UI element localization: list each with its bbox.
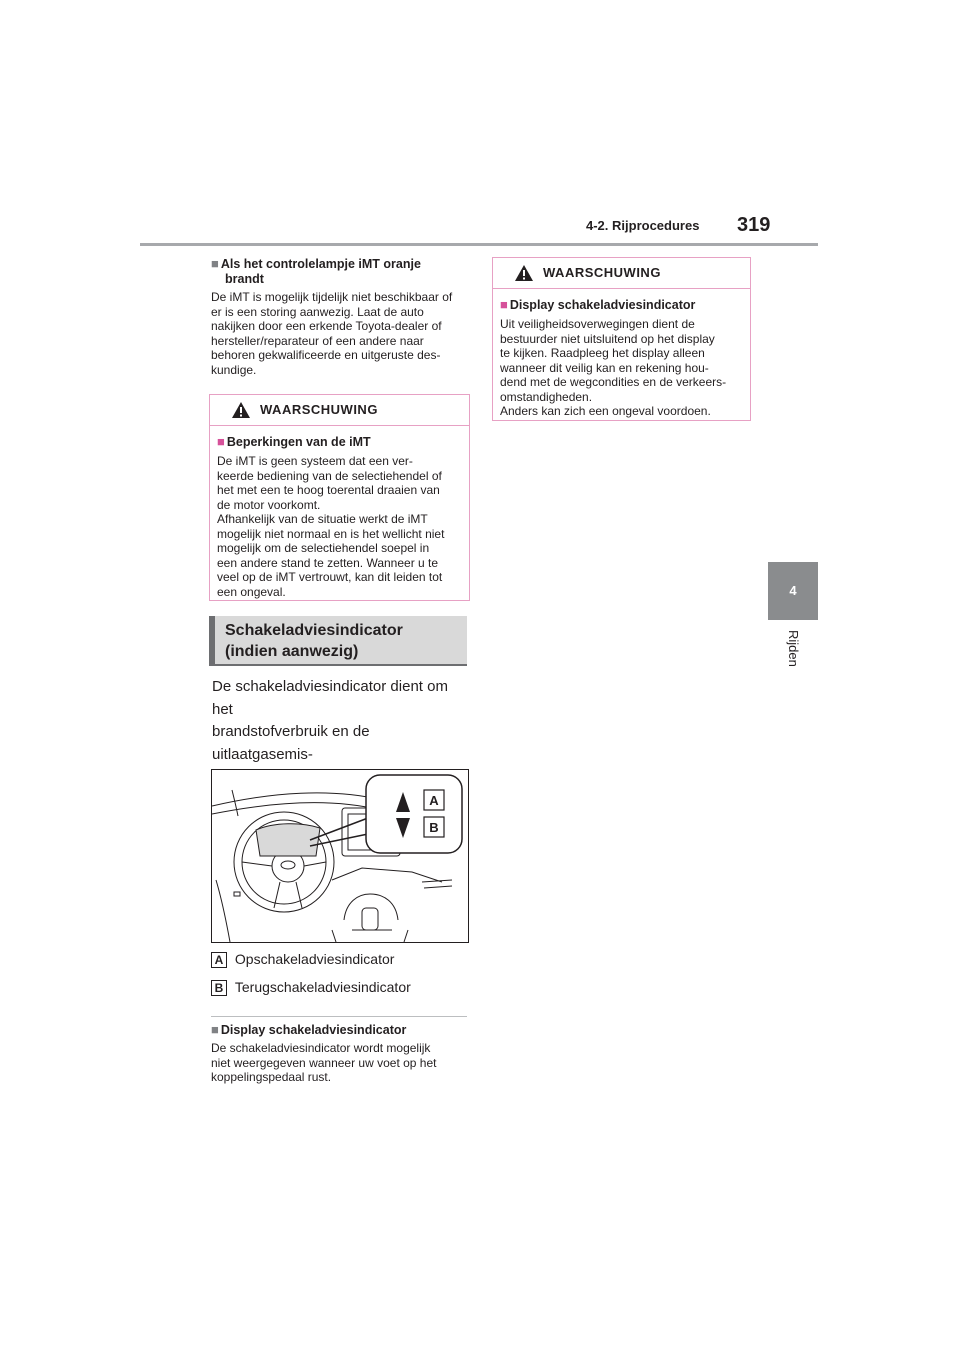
warning-box-display [492,257,751,421]
legend-item-b [211,979,411,996]
section-title: 4-2. Rijprocedures [586,218,700,233]
warning-content [210,426,469,605]
figure-label-a: A [429,793,439,808]
topic-body: De iMT is mogelijk tijdelijk niet beschikbaar of er is een storing aanwezig. Laat de auto nakijken door een erkende Toyota-dealer of hersteller/reparateur of een andere naar behoren gekwalificeerde en uitgeruste des- kundige. [211,290,453,377]
dashboard-drawing [212,770,468,942]
warning-text: Uit veiligheidsoverwegingen dient de bestuurder niet uitsluitend op het display te kijken. Raadpleeg het display alleen wanneer dit veilig kan en rekening hou- dend met de wegcondities en de verkeers- omstandigheden. Anders kan zich een ongeval voordoen. [500,317,727,418]
warning-header [210,395,469,426]
topic-body: De schakeladviesindicator wordt mogelijk niet weergegeven wanneer uw voet op het koppelingspedaal rust. [211,1041,437,1084]
header-rule [140,243,818,246]
legend-text: Terugschakeladviesindicator [234,979,411,995]
dashboard-illustration [211,769,469,943]
warning-title: WAARSCHUWING [260,402,378,417]
divider [211,1016,467,1017]
section-heading: Schakeladviesindicator (indien aanwezig) [209,616,467,666]
warning-heading: ■ Beperkingen van de iMT [217,434,371,449]
warning-heading: ■ Display schakeladviesindicator [500,297,696,312]
chapter-tab: 4 [768,562,818,620]
legend-key: A [211,952,227,968]
warning-triangle-icon [514,264,534,282]
warning-triangle-icon [231,401,251,419]
square-bullet-icon: ■ [217,434,225,449]
square-bullet-icon: ■ [211,256,219,271]
topic-display [211,1022,473,1085]
topic-imt-orange [211,256,473,377]
legend-text: Opschakeladviesindicator [234,951,395,967]
warning-title: WAARSCHUWING [543,265,661,280]
legend-item-a [211,951,394,968]
warning-header [493,258,750,289]
warning-text: De iMT is geen systeem dat een ver- keerde bediening van de selectiehendel of het met een te hoog toerental draaien van de motor voorkomt. Afhankelijk van de situatie werkt de iMT mogelijk niet normaal en is het wellicht niet mogelijk om de selectiehendel soepel in een andere stand te zetten. Wanneer u te veel op de iMT vertrouwt, kan dit leiden tot een ongeval. [217,454,445,599]
chapter-label: Rijden [786,630,801,667]
topic-heading: ■ Display schakeladviesindicator [211,1022,407,1037]
legend-key: B [211,980,227,996]
warning-box-imt [209,394,470,601]
warning-content [493,289,750,425]
page-number: 319 [737,214,771,236]
figure-label-b: B [429,820,439,835]
square-bullet-icon: ■ [211,1022,219,1037]
topic-heading: ■ Als het controlelampje iMT oranje brandt [211,256,421,286]
square-bullet-icon: ■ [500,297,508,312]
intro-paragraph: De schakeladviesindicator dient om het brandstofverbruik en de uitlaatgasemis- [212,678,448,763]
